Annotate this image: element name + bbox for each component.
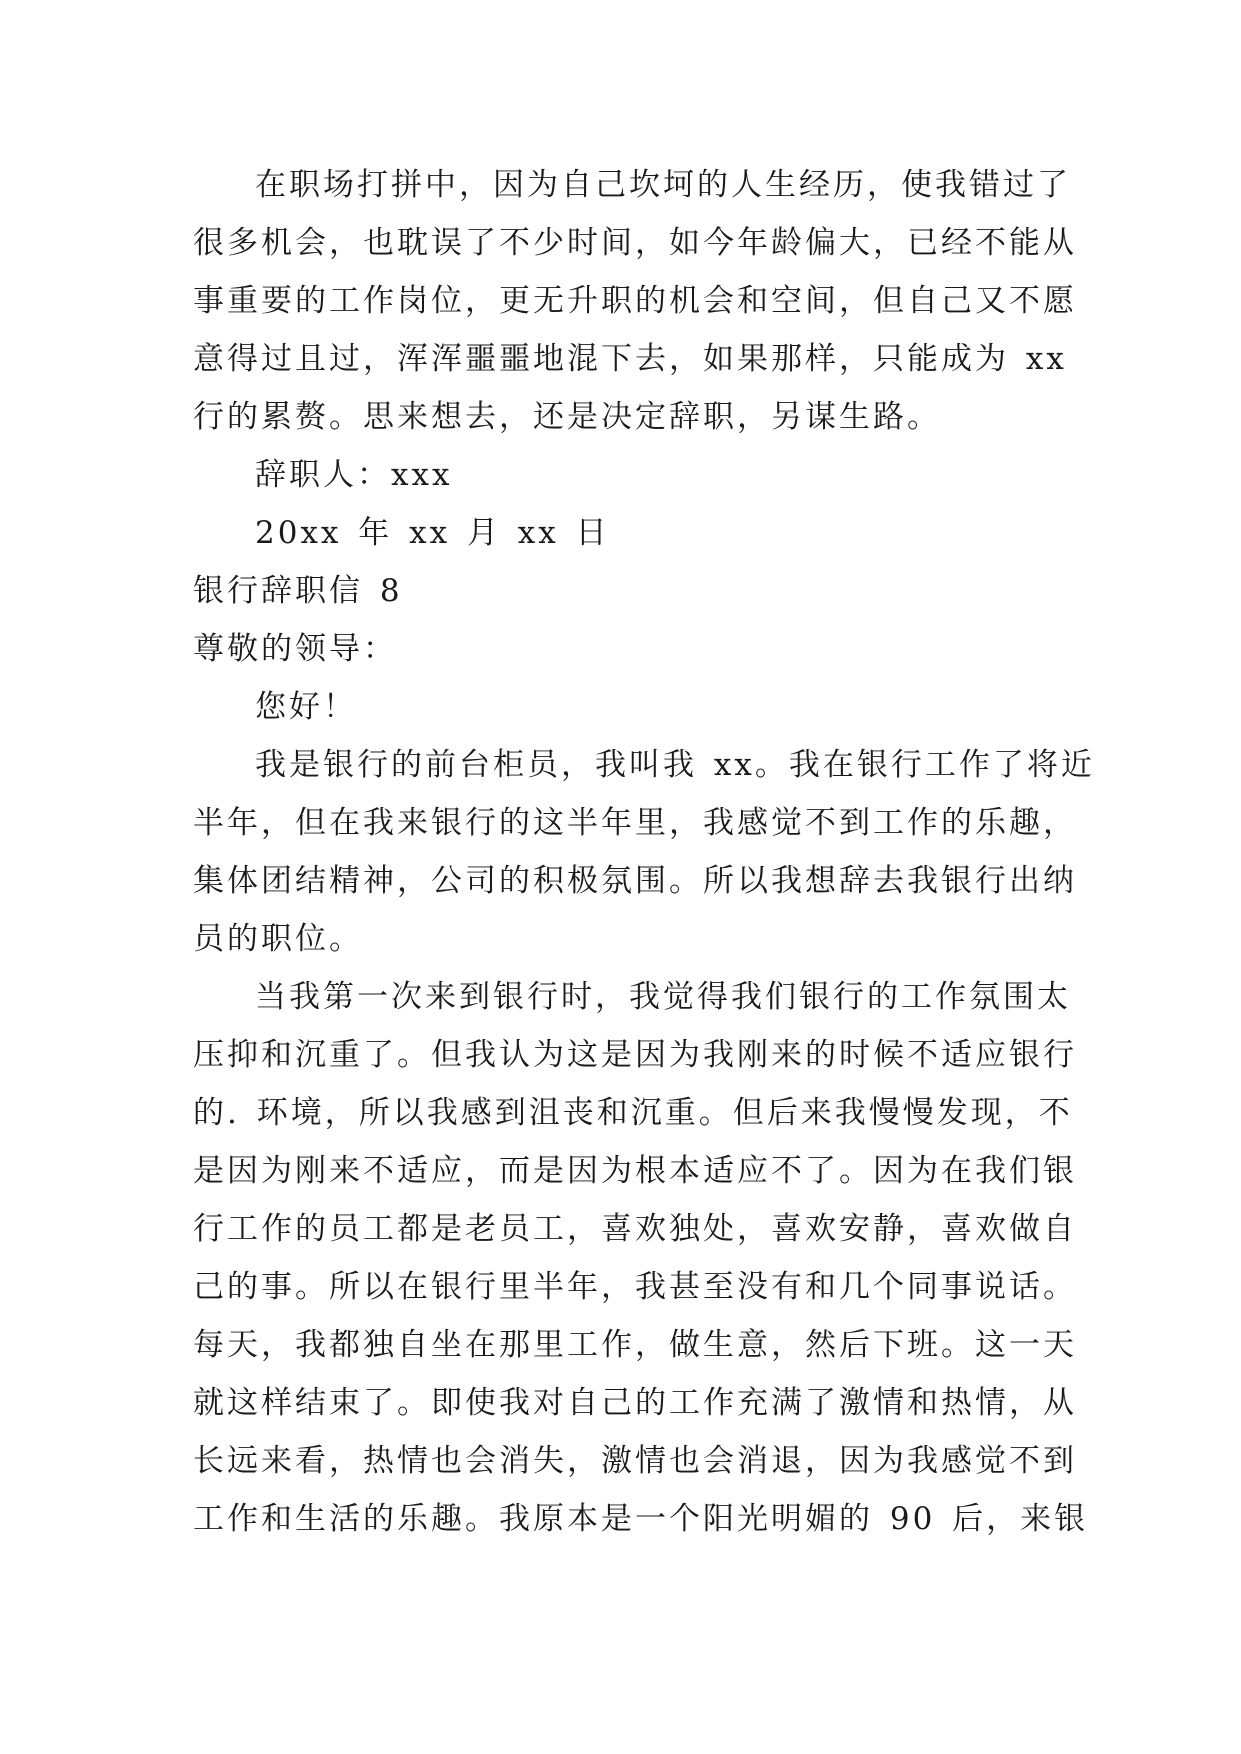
text-line: 工作和生活的乐趣。我原本是一个阳光明媚的 90 后，来银 bbox=[193, 1501, 1089, 1537]
salutation: 尊敬的领导： bbox=[193, 631, 397, 667]
text-line: 是因为刚来不适应，而是因为根本适应不了。因为在我们银 bbox=[193, 1153, 1077, 1189]
text-line: 行的累赘。思来想去，还是决定辞职，另谋生路。 bbox=[193, 399, 941, 435]
text-line: 集体团结精神，公司的积极氛围。所以我想辞去我银行出纳 bbox=[193, 863, 1077, 899]
greeting: 您好！ bbox=[255, 689, 357, 725]
text-line: 的. 环境，所以我感到沮丧和沉重。但后来我慢慢发现，不 bbox=[193, 1095, 1073, 1131]
text-line: 意得过且过，浑浑噩噩地混下去，如果那样，只能成为 xx bbox=[193, 341, 1067, 377]
text-line: 每天，我都独自坐在那里工作，做生意，然后下班。这一天 bbox=[193, 1327, 1077, 1363]
text-line: 很多机会，也耽误了不少时间，如今年龄偏大，已经不能从 bbox=[193, 225, 1077, 261]
text-line: 长远来看，热情也会消失，激情也会消退，因为我感觉不到 bbox=[193, 1443, 1077, 1479]
document-body bbox=[193, 156, 1095, 1548]
text-line: 员的职位。 bbox=[193, 921, 363, 957]
section-heading: 银行辞职信 8 bbox=[193, 573, 403, 609]
text-line: 事重要的工作岗位，更无升职的机会和空间，但自己又不愿 bbox=[193, 283, 1077, 319]
text-line: 行工作的员工都是老员工，喜欢独处，喜欢安静，喜欢做自 bbox=[193, 1211, 1077, 1247]
date-line: 20xx 年 xx 月 xx 日 bbox=[255, 515, 610, 551]
text-line: 半年，但在我来银行的这半年里，我感觉不到工作的乐趣， bbox=[193, 805, 1077, 841]
signature-line: 辞职人：xxx bbox=[255, 457, 453, 493]
text-line: 在职场打拼中，因为自己坎坷的人生经历，使我错过了 bbox=[255, 167, 1071, 203]
text-line: 当我第一次来到银行时，我觉得我们银行的工作氛围太 bbox=[255, 979, 1071, 1015]
text-line: 压抑和沉重了。但我认为这是因为我刚来的时候不适应银行 bbox=[193, 1037, 1077, 1073]
text-line: 就这样结束了。即使我对自己的工作充满了激情和热情，从 bbox=[193, 1385, 1077, 1421]
text-line: 我是银行的前台柜员，我叫我 xx。我在银行工作了将近 bbox=[255, 747, 1095, 783]
text-line: 己的事。所以在银行里半年，我甚至没有和几个同事说话。 bbox=[193, 1269, 1077, 1305]
